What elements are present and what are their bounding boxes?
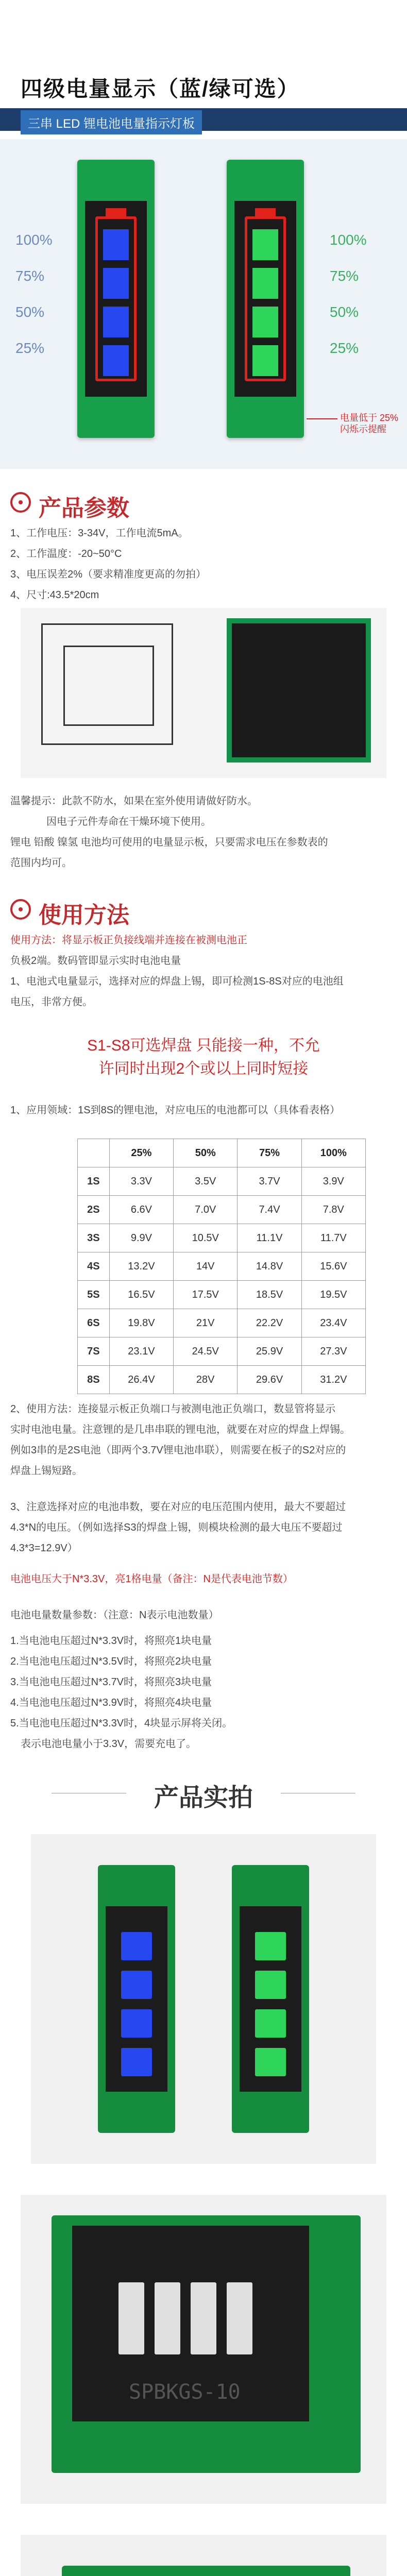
photo-seg xyxy=(227,2282,252,2354)
para3-line: 4.3*3=12.9V） xyxy=(10,1543,78,1554)
label-50-left: 50% xyxy=(15,304,45,320)
label-25-right: 25% xyxy=(330,340,359,356)
photo-board-blue xyxy=(98,1865,175,2133)
table-header: 100% xyxy=(301,1139,365,1167)
note-line: 因电子元件寿命在干燥环境下使用。 xyxy=(46,816,211,827)
table-cell: 7S xyxy=(78,1337,110,1366)
table-cell: 9.9V xyxy=(109,1224,173,1252)
blue-segment-2 xyxy=(103,307,129,337)
battery-frame xyxy=(245,216,286,381)
param-item: 4、尺寸:43.5*20cm xyxy=(10,589,99,601)
table-cell: 22.2V xyxy=(238,1309,301,1337)
table-cell: 14.8V xyxy=(238,1252,301,1281)
photo-board xyxy=(62,2566,350,2576)
table-header: 25% xyxy=(109,1139,173,1167)
para2-line: 2、使用方法：连接显示板正负端口与被测电池正负端口，数显管将显示 xyxy=(10,1403,336,1415)
blue-indicator-board xyxy=(77,160,155,438)
param-item: 2、工作温度：-20~50°C xyxy=(10,548,122,560)
table-cell: 11.7V xyxy=(301,1224,365,1252)
table-header: 75% xyxy=(238,1139,301,1167)
dimension-diagram xyxy=(21,608,386,778)
label-50-right: 50% xyxy=(330,304,359,320)
table-cell: 23.4V xyxy=(301,1309,365,1337)
table-row xyxy=(78,1366,366,1394)
blue-segment-1 xyxy=(103,345,129,376)
photo-seg xyxy=(118,2282,144,2354)
warning-line: 许同时出现2个或以上同时短接 xyxy=(98,1060,309,1077)
table-cell: 19.8V xyxy=(109,1309,173,1337)
photo-seg xyxy=(255,2009,286,2038)
photo-seg xyxy=(121,1971,152,1999)
header-banner xyxy=(0,0,407,139)
table-row xyxy=(78,1337,366,1366)
blue-segment-3 xyxy=(103,268,129,299)
table-row xyxy=(78,1224,366,1252)
voltage-table xyxy=(77,1139,366,1394)
para2-line: 焊盘上锡短路。 xyxy=(10,1465,82,1477)
table-cell: 13.2V xyxy=(109,1252,173,1281)
photo-display xyxy=(106,1906,167,2092)
label-75-left: 75% xyxy=(15,268,45,284)
note-line: 范围内均可。 xyxy=(10,857,72,869)
note-arrow xyxy=(307,418,337,419)
table-cell: 1S xyxy=(78,1167,110,1196)
table-cell: 3.3V xyxy=(109,1167,173,1196)
usage-line: 1、电池式电量显示，选择对应的焊盘上锡，即可检测1S-8S对应的电池组 xyxy=(10,976,344,987)
table-cell: 6.6V xyxy=(109,1196,173,1224)
label-100-left: 100% xyxy=(15,232,53,248)
table-cell: 17.5V xyxy=(174,1281,238,1309)
table-row xyxy=(78,1196,366,1224)
para2-line: 实时电池电量。注意锂的是几串串联的锂电池，就要在对应的焊盘上焊锡。 xyxy=(10,1424,350,1435)
page-subtitle: 三串 LED 锂电池电量指示灯板 xyxy=(21,110,202,134)
blue-segment-4 xyxy=(103,229,129,260)
green-display xyxy=(234,201,296,397)
table-row xyxy=(78,1167,366,1196)
table-cell: 15.6V xyxy=(301,1252,365,1281)
photo-seg xyxy=(155,2282,180,2354)
para3-line: 3、注意选择对应的电池串数，要在对应的电压范围内使用，最大不要超过 xyxy=(10,1501,346,1513)
table-cell: 27.3V xyxy=(301,1337,365,1366)
param-item: 1、工作电压：3-34V，工作电流5mA。 xyxy=(10,528,189,539)
step-line: 4.当电池电压超过N*3.9V时，将照亮4块电量 xyxy=(10,1697,212,1708)
step-line: 5.当电池电压超过N*3.3V时，4块显示屏将关闭。 xyxy=(10,1718,233,1729)
table-cell: 2S xyxy=(78,1196,110,1224)
table-header xyxy=(78,1139,110,1167)
photo-seg xyxy=(121,2048,152,2076)
table-cell: 23.1V xyxy=(109,1337,173,1366)
battery-cap xyxy=(255,208,276,216)
label-25-left: 25% xyxy=(15,340,45,356)
para2-line: 例如3串的是2S电池（即两个3.7V锂电池串联），则需要在板子的S2对应的 xyxy=(10,1445,346,1456)
table-cell: 3S xyxy=(78,1224,110,1252)
photo-display xyxy=(72,2226,309,2421)
para3-line: 4.3*N的电压。（例如选择S3的焊盘上锡，则模块检测的最大电压不要超过 xyxy=(10,1522,343,1533)
photo-seg xyxy=(191,2282,216,2354)
table-cell: 3.7V xyxy=(238,1167,301,1196)
board-model-text: SPBKGS-10 xyxy=(129,2380,241,2404)
param-item: 3、电压误差2%（要求精准度更高的勿拍） xyxy=(10,569,207,580)
note-line: 锂电 铅酸 镍氢 电池均可使用的电量显示板，只要需求电压在参数表的 xyxy=(10,837,328,848)
table-header-row xyxy=(78,1139,366,1167)
formula-line: 电池电压大于N*3.3V，亮1格电量（备注：N是代表电池节数） xyxy=(10,1573,293,1585)
table-cell: 7.8V xyxy=(301,1196,365,1224)
photo-seg xyxy=(121,1932,152,1960)
table-cell: 7.4V xyxy=(238,1196,301,1224)
table-cell: 6S xyxy=(78,1309,110,1337)
photos-title: 产品实拍 xyxy=(126,1777,281,1813)
photo-seg xyxy=(255,1932,286,1960)
steps-title: 电池电量数量参数：（注意：N表示电池数量） xyxy=(10,1609,219,1621)
dimension-inner xyxy=(63,646,154,726)
table-cell: 28V xyxy=(174,1366,238,1394)
step-line: 1.当电池电压超过N*3.3V时，将照亮1块电量 xyxy=(10,1635,212,1647)
step-line: 2.当电池电压超过N*3.5V时，将照亮2块电量 xyxy=(10,1656,212,1667)
table-cell: 11.1V xyxy=(238,1224,301,1252)
table-cell: 24.5V xyxy=(174,1337,238,1366)
dimension-outline xyxy=(41,623,173,745)
step-line: 3.当电池电压超过N*3.7V时，将照亮3块电量 xyxy=(10,1676,212,1688)
low-battery-note: 电量低于 25% 闪烁示提醒 xyxy=(340,413,399,434)
photo-display xyxy=(240,1906,301,2092)
warning-line: S1-S8可选焊盘 只能接一种，不允 xyxy=(87,1037,320,1054)
photo-two-boards xyxy=(31,1834,376,2164)
table-row xyxy=(78,1309,366,1337)
photo-board-closeup-1 xyxy=(21,2195,386,2504)
green-segment-1 xyxy=(252,345,278,376)
photo-seg xyxy=(255,1971,286,1999)
blue-display xyxy=(85,201,147,397)
params-title: 产品参数 xyxy=(39,496,129,521)
photo-seg xyxy=(121,2009,152,2038)
green-indicator-board xyxy=(227,160,304,438)
table-cell: 18.5V xyxy=(238,1281,301,1309)
table-cell: 4S xyxy=(78,1252,110,1281)
battery-cap xyxy=(106,208,126,216)
green-segment-2 xyxy=(252,307,278,337)
table-cell: 19.5V xyxy=(301,1281,365,1309)
table-row xyxy=(78,1252,366,1281)
note-line: 温馨提示：此款不防水，如果在室外使用请做好防水。 xyxy=(10,795,258,807)
table-cell: 25.9V xyxy=(238,1337,301,1366)
table-cell: 5S xyxy=(78,1281,110,1309)
table-cell: 3.5V xyxy=(174,1167,238,1196)
usage-title: 使用方法 xyxy=(39,903,129,928)
label-100-right: 100% xyxy=(330,232,367,248)
green-segment-3 xyxy=(252,268,278,299)
usage-red-line: 使用方法：将显示板正负接线端并连接在被测电池正 xyxy=(10,935,247,946)
board-photo-small xyxy=(227,618,371,762)
table-cell: 26.4V xyxy=(109,1366,173,1394)
table-cell: 8S xyxy=(78,1366,110,1394)
photo-board-green xyxy=(232,1865,309,2133)
table-cell: 14V xyxy=(174,1252,238,1281)
photo-board-closeup-2 xyxy=(21,2535,386,2576)
green-segment-4 xyxy=(252,229,278,260)
photo-board xyxy=(52,2215,361,2473)
usage-line: 负极2端。数码管即显示实时电池电量 xyxy=(10,955,181,967)
table-cell: 3.9V xyxy=(301,1167,365,1196)
page-title: 四级电量显示（蓝/绿可选） xyxy=(21,77,300,101)
usage-icon xyxy=(10,899,31,920)
photo-seg xyxy=(255,2048,286,2076)
table-cell: 10.5V xyxy=(174,1224,238,1252)
battery-frame xyxy=(95,216,137,381)
table-cell: 31.2V xyxy=(301,1366,365,1394)
table-row xyxy=(78,1281,366,1309)
table-header: 50% xyxy=(174,1139,238,1167)
table-cell: 29.6V xyxy=(238,1366,301,1394)
applicable-line: 1、应用领域：1S到8S的锂电池，对应电压的电池都可以（具体看表格） xyxy=(10,1105,341,1116)
step-line: 表示电池电量小于3.3V，需要充电了。 xyxy=(21,1738,197,1750)
module-illustration xyxy=(0,139,407,469)
label-75-right: 75% xyxy=(330,268,359,284)
table-cell: 7.0V xyxy=(174,1196,238,1224)
params-icon xyxy=(10,492,31,513)
table-cell: 21V xyxy=(174,1309,238,1337)
table-cell: 16.5V xyxy=(109,1281,173,1309)
usage-line: 电压，非常方便。 xyxy=(10,996,93,1008)
